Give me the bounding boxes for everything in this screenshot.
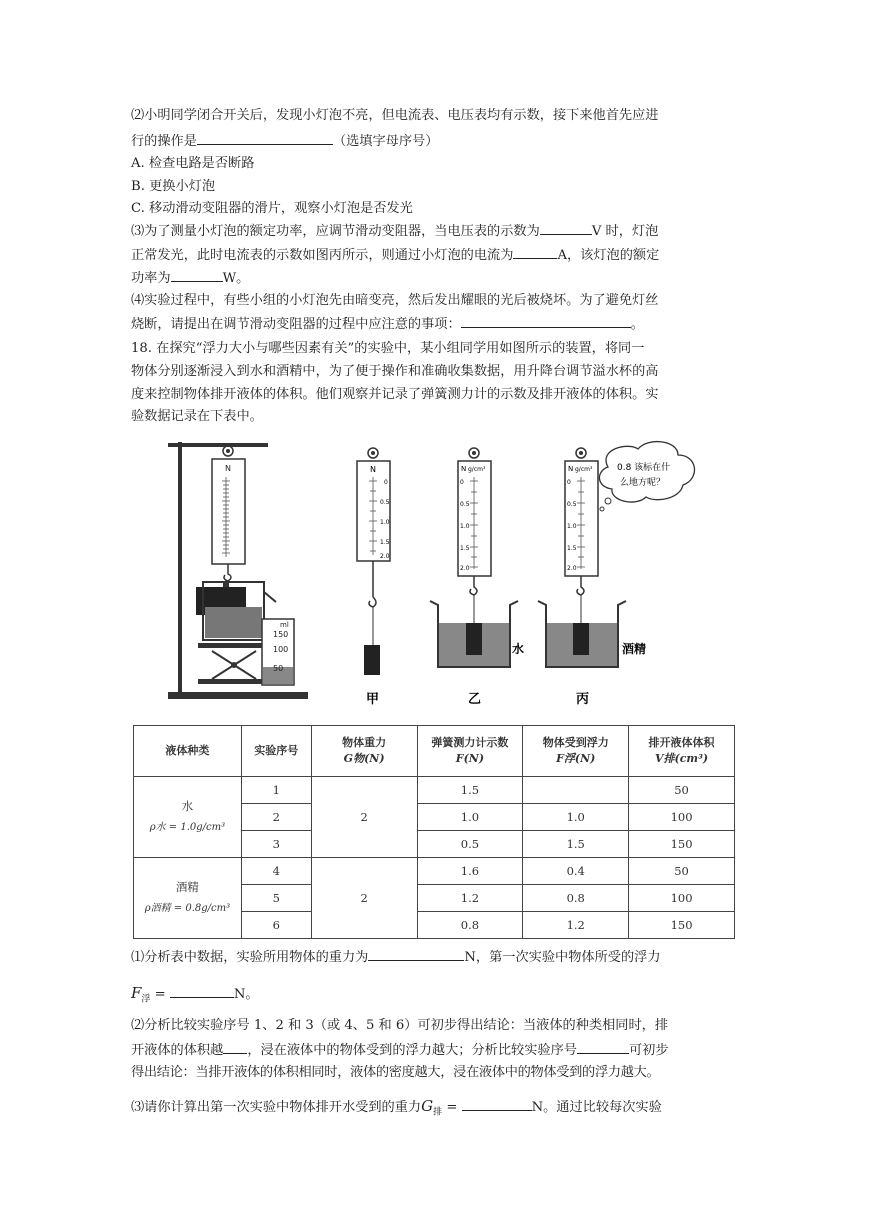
q18-part1-text: N，第一次实验中物体所受的浮力 [464, 950, 661, 965]
q18-line3: 度来控制物体排开液体的体积。他们观察并记录了弹簧测力计的示数及排开液体的体积。实 [131, 387, 659, 402]
q18-part1-line2 [131, 982, 741, 1011]
answer-blank[interactable] [577, 1039, 629, 1054]
answer-blank[interactable] [540, 220, 592, 235]
trial-number-cell: 2 [241, 804, 311, 831]
header-object-weight [311, 726, 417, 777]
experiment-figure [168, 437, 728, 719]
answer-blank[interactable] [461, 313, 631, 328]
liquid-name: 水 [181, 799, 194, 813]
q18-line4: 验数据记录在下表中。 [131, 409, 263, 424]
q18-part3-text: N。通过比较每次实验 [531, 1100, 662, 1115]
header-text: F(N) [455, 752, 485, 765]
q18-part1-text: N。 [233, 987, 259, 1002]
header-liquid-type: 液体种类 [134, 726, 242, 777]
label-bing: 丙 [576, 692, 590, 707]
q18-line2: 物体分别逐渐浸入到水和酒精中，为了便于操作和准确收集数据，用升降台调节溢水杯的高 [131, 364, 659, 379]
cylinder-mark-label: 50 [273, 664, 284, 673]
q18-part2-text: 可初步 [629, 1043, 669, 1058]
q18-part2-line2 [131, 1039, 741, 1062]
scale-yi [430, 448, 524, 707]
tick-label: 1.0 [380, 519, 390, 526]
answer-blank[interactable] [462, 1096, 532, 1111]
scale-reading-cell: 0.8 [417, 912, 523, 939]
table-header-row [134, 726, 735, 777]
q17-part4-text: 烧断，请提出在调节滑动变阻器的过程中应注意的事项： [131, 317, 461, 332]
scale-reading-cell: 1.2 [417, 885, 523, 912]
q18-part1-line1 [131, 946, 741, 969]
buoyant-force-cell: 1.0 [523, 804, 629, 831]
option-b: B. 更换小灯泡 [131, 179, 216, 194]
q17-part3-text: ⑶为了测量小灯泡的额定功率，应调节滑动变阻器，当电压表的示数为 [131, 224, 540, 239]
tick-label: 1.5 [380, 539, 390, 546]
buoyant-force-cell: 0.4 [523, 858, 629, 885]
answer-blank[interactable] [197, 130, 333, 145]
tick-label: 0 [567, 479, 571, 486]
q17-part3-line3 [131, 267, 741, 290]
buoyant-force-cell [523, 777, 629, 804]
tick-label: 0.5 [380, 499, 390, 506]
tick-label: 2.0 [460, 565, 470, 572]
volume-cell: 50 [629, 777, 735, 804]
liquid-density: ρ酒精 = 0.8g/cm³ [144, 903, 231, 914]
option-c: C. 移动滑动变阻器的滑片，观察小灯泡是否发光 [131, 201, 413, 216]
q17-part3-text: A，该灯泡的额定 [557, 248, 660, 263]
answer-blank[interactable] [171, 267, 223, 282]
q17-part4-tail: 。 [630, 317, 644, 332]
trial-number-cell: 4 [241, 858, 311, 885]
q18-part2-line1: ⑵分析比较实验序号 1、2 和 3（或 4、5 和 6）可初步得出结论：当液体的种类相同时，排 [131, 1018, 669, 1033]
table-row [134, 858, 735, 885]
q17-part3-line1 [131, 220, 741, 243]
answer-blank[interactable] [513, 244, 557, 259]
tick-label: 1.5 [567, 545, 577, 552]
weight-cell: 2 [311, 777, 417, 858]
header-text: 物体受到浮力 [542, 736, 609, 749]
q18-part3-text: ⑶请你计算出第一次实验中物体排开水受到的重力 [131, 1100, 422, 1115]
data-table [133, 725, 735, 939]
answer-blank[interactable] [368, 946, 464, 961]
trial-number-cell: 6 [241, 912, 311, 939]
stand-apparatus [168, 442, 308, 699]
alcohol-cell [134, 858, 242, 939]
q17-part3-line2 [131, 244, 741, 267]
header-text: V排(cm³) [655, 752, 709, 765]
scale-unit-label: N [370, 465, 376, 474]
q17-part4-line1: ⑷实验过程中，有些小组的小灯泡先由暗变亮，然后发出耀眼的光后被烧坏。为了避免灯丝 [131, 293, 659, 308]
q17-part3-text: W。 [222, 271, 250, 286]
q18-part1-text: ⑴分析表中数据，实验所用物体的重力为 [131, 950, 369, 965]
q17-part2-tail: （选填字母序号） [332, 134, 439, 149]
scale-unit-label: g/cm³ [468, 466, 486, 473]
thought-bubble [599, 442, 694, 511]
tick-label: 1.0 [567, 523, 577, 530]
trial-number-cell: 5 [241, 885, 311, 912]
tick-label: 1.0 [460, 523, 470, 530]
scale-unit-label: N [225, 464, 231, 473]
cylinder-mark-label: 100 [273, 645, 289, 654]
header-text: 弹簧测力计示数 [431, 736, 509, 749]
label-alcohol: 酒精 [622, 642, 647, 656]
volume-cell: 50 [629, 858, 735, 885]
label-yi: 乙 [468, 692, 482, 707]
header-scale-reading [417, 726, 523, 777]
q18-part2-line3: 得出结论：当排开液体的体积相同时，液体的密度越大，浸在液体中的物体受到的浮力越大。 [131, 1065, 660, 1080]
q17-part3-text: 功率为 [131, 271, 171, 286]
q17-part2-line2 [131, 130, 741, 153]
liquid-density: ρ水 = 1.0g/cm³ [149, 822, 226, 833]
symbol-subscript: 浮 [141, 994, 151, 1005]
q18-part2-text: ，浸在液体中的物体受到的浮力越大；分析比较实验序号 [247, 1043, 577, 1058]
header-text: 物体重力 [342, 736, 387, 749]
scale-reading-cell: 1.6 [417, 858, 523, 885]
header-buoyant-force [523, 726, 629, 777]
symbol-subscript: 排 [433, 1107, 443, 1118]
volume-cell: 100 [629, 885, 735, 912]
header-text: 排开液体体积 [648, 736, 715, 749]
tick-label: 0.5 [460, 501, 470, 508]
scale-reading-cell: 1.5 [417, 777, 523, 804]
cylinder-unit-label: ml [280, 621, 289, 629]
header-trial-number: 实验序号 [241, 726, 311, 777]
water-cell [134, 777, 242, 858]
q18-line1: 18. 在探究“浮力大小与哪些因素有关”的实验中，某小组同学用如图所示的装置，将同一 [131, 341, 645, 356]
scale-unit-label: N [568, 465, 574, 473]
q18-part3-line1 [131, 1095, 741, 1124]
scale-unit-label: g/cm³ [575, 466, 593, 473]
q17-part2-line1: ⑵小明同学闭合开关后，发现小灯泡不亮，但电流表、电压表均有示数，接下来他首先应进 [131, 108, 659, 123]
header-text: G物(N) [343, 752, 385, 765]
volume-cell: 150 [629, 912, 735, 939]
trial-number-cell: 3 [241, 831, 311, 858]
symbol-F: F [131, 984, 142, 1002]
buoyant-force-cell: 1.5 [523, 831, 629, 858]
tick-label: 2.0 [567, 565, 577, 572]
answer-blank[interactable] [223, 1039, 247, 1054]
buoyant-force-cell: 1.2 [523, 912, 629, 939]
cylinder-mark-label: 150 [273, 630, 289, 639]
symbol-G: G [421, 1097, 434, 1115]
liquid-name: 酒精 [175, 880, 199, 894]
label-jia: 甲 [366, 692, 380, 707]
bubble-text-line1: 0.8 该标在什 [617, 463, 671, 473]
option-a: A. 检查电路是否断路 [131, 156, 255, 171]
scale-unit-label: N [461, 465, 467, 473]
tick-label: 2.0 [380, 553, 390, 560]
trial-number-cell: 1 [241, 777, 311, 804]
tick-label: 0.5 [567, 501, 577, 508]
tick-label: 0 [384, 479, 388, 486]
volume-cell: 150 [629, 831, 735, 858]
bubble-text-line2: 么地方呢？ [620, 478, 666, 488]
q18-part2-text: 开液体的体积越 [131, 1043, 224, 1058]
header-text: F浮(N) [556, 752, 596, 765]
q17-part4-line2 [131, 313, 741, 336]
volume-cell: 100 [629, 804, 735, 831]
tick-label: 1.5 [460, 545, 470, 552]
q17-part2-text: 行的操作是 [131, 134, 197, 149]
label-water: 水 [512, 642, 525, 656]
equals-sign: = [150, 987, 170, 1002]
weight-cell: 2 [311, 858, 417, 939]
q17-part3-text: 正常发光，此时电流表的示数如图丙所示，则通过小灯泡的电流为 [131, 248, 514, 263]
answer-blank[interactable] [170, 983, 234, 998]
q17-part3-text: V 时，灯泡 [591, 224, 659, 239]
scale-jia [357, 448, 390, 707]
header-displaced-volume [629, 726, 735, 777]
tick-label: 0 [460, 479, 464, 486]
table-row [134, 777, 735, 804]
equals-sign: = [442, 1100, 462, 1115]
scale-reading-cell: 0.5 [417, 831, 523, 858]
scale-reading-cell: 1.0 [417, 804, 523, 831]
buoyant-force-cell: 0.8 [523, 885, 629, 912]
